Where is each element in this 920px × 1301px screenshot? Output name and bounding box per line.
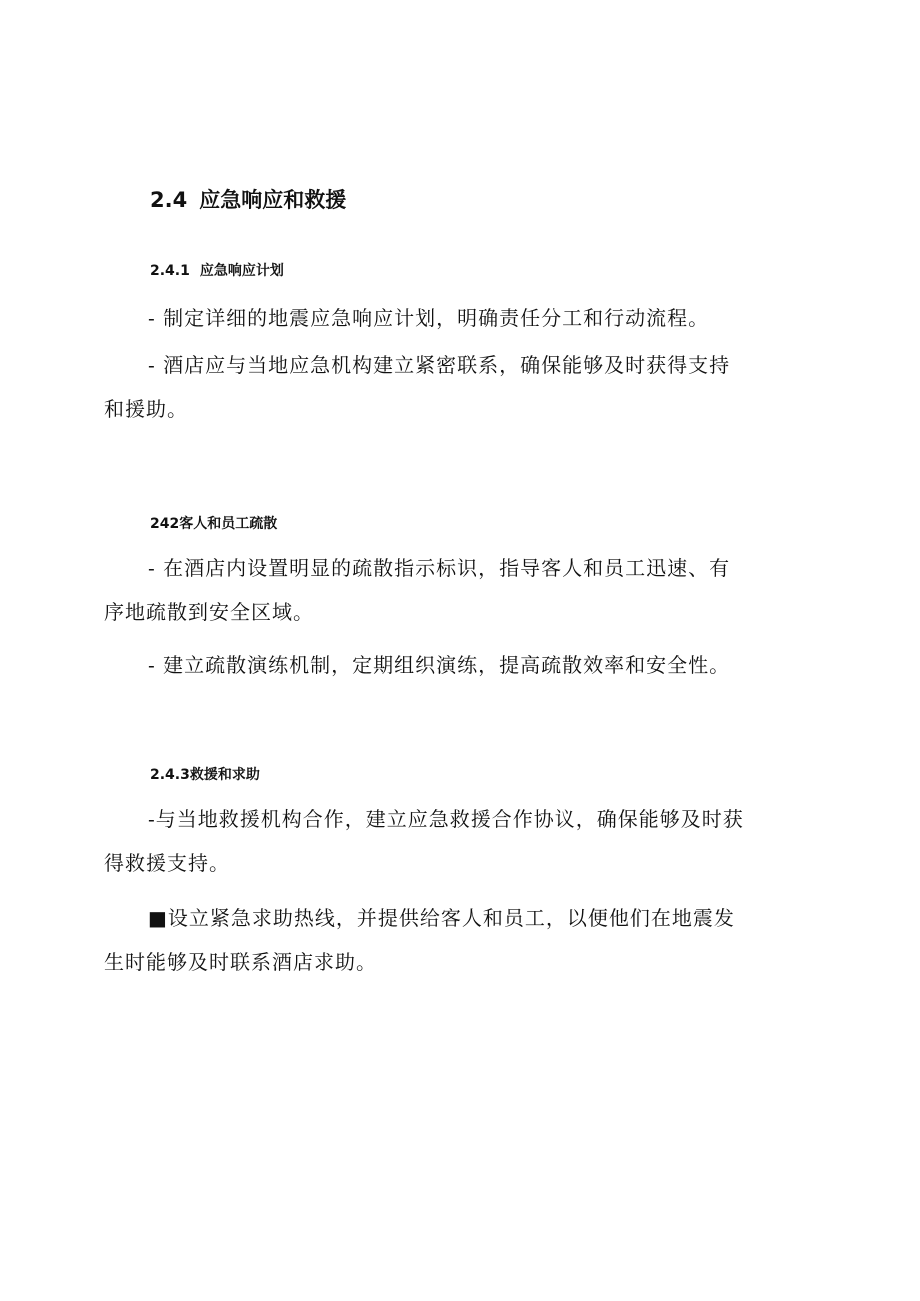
paragraph-text: - 制定详细的地震应急响应计划，明确责任分工和行动流程。	[148, 306, 710, 330]
paragraph-line: 得救援支持。	[104, 851, 230, 875]
section-number: 2.4	[150, 188, 188, 212]
subsection-heading-evacuation: 242客人和员工疏散	[150, 516, 278, 532]
subsection-heading-rescue: 2.4.3救援和求助	[150, 767, 260, 783]
paragraph-evacuation-2	[104, 643, 824, 687]
paragraph-line: ■设立紧急求助热线，并提供给客人和员工，以便他们在地震发	[148, 906, 735, 930]
paragraph-line: 序地疏散到安全区域。	[104, 600, 314, 624]
paragraph-line: -与当地救援机构合作，建立应急救援合作协议，确保能够及时获	[148, 807, 744, 831]
paragraph-text: - 建立疏散演练机制，定期组织演练，提高疏散效率和安全性。	[148, 653, 731, 677]
paragraph-line: 和援助。	[104, 397, 188, 421]
section-heading	[150, 184, 346, 216]
paragraph-line: 生时能够及时联系酒店求助。	[104, 950, 377, 974]
paragraph-line: - 酒店应与当地应急机构建立紧密联系，确保能够及时获得支持	[148, 353, 731, 377]
subsection-number: 2.4.1	[150, 263, 190, 279]
paragraph-rescue-2	[104, 896, 824, 984]
section-title: 应急响应和救援	[199, 188, 347, 212]
subsection-heading-response-plan	[150, 260, 284, 282]
paragraph-response-plan-2	[104, 343, 824, 431]
paragraph-rescue-1	[104, 797, 824, 885]
paragraph-line: - 在酒店内设置明显的疏散指示标识，指导客人和员工迅速、有	[148, 556, 731, 580]
subsection-title: 应急响应计划	[199, 263, 284, 279]
paragraph-response-plan-1	[104, 296, 824, 340]
paragraph-evacuation-1	[104, 546, 824, 634]
